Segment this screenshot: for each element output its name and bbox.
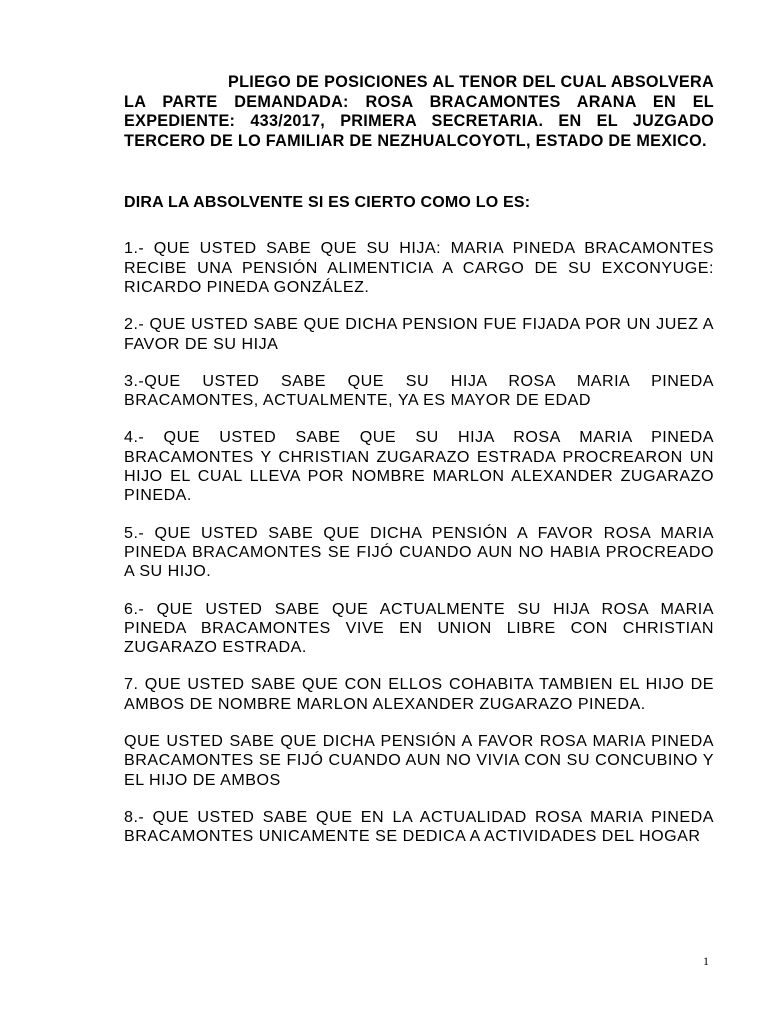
position-item-1: 1.- QUE USTED SABE QUE SU HIJA: MARIA PINEDA BRACAMONTES RECIBE UNA PENSIÓN ALIMENTICIA A CARGO DE SU EXCONYUGE: RICARDO PINEDA GONZÁLEZ.: [124, 239, 714, 296]
position-item-unnumbered: QUE USTED SABE QUE DICHA PENSIÓN A FAVOR ROSA MARIA PINEDA BRACAMONTES SE FIJÓ CUANDO AUN NO VIVIA CON SU CONCUBINO Y EL HIJO DE AMBOS: [124, 732, 714, 789]
page-number: 1: [703, 954, 709, 968]
position-item-6: 6.- QUE USTED SABE QUE ACTUALMENTE SU HIJA ROSA MARIA PINEDA BRACAMONTES VIVE EN UNION LIBRE CON CHRISTIAN ZUGARAZO ESTRADA.: [124, 599, 714, 657]
position-item-8: 8.- QUE USTED SABE QUE EN LA ACTUALIDAD ROSA MARIA PINEDA BRACAMONTES UNICAMENTE SE DEDICA A ACTIVIDADES DEL HOGAR: [124, 807, 714, 846]
document-heading: PLIEGO DE POSICIONES AL TENOR DEL CUAL ABSOLVERA LA PARTE DEMANDADA: ROSA BRACAMONTES ARANA EN EL EXPEDIENTE: 433/2017, PRIMERA SECRETARIA. EN EL JUZGADO TERCERO DE LO FAMILIAR DE NEZHUALCOYOTL, ESTADO DE MEXICO.: [124, 73, 714, 150]
positions-list: [124, 239, 714, 846]
document-intro: DIRA LA ABSOLVENTE SI ES CIERTO COMO LO ES:: [124, 194, 531, 212]
document-page: [124, 73, 714, 865]
position-item-7: 7. QUE USTED SABE QUE CON ELLOS COHABITA TAMBIEN EL HIJO DE AMBOS DE NOMBRE MARLON ALEXANDER ZUGARAZO PINEDA.: [124, 675, 714, 713]
position-item-3: 3.-QUE USTED SABE QUE SU HIJA ROSA MARIA PINEDA BRACAMONTES, ACTUALMENTE, YA ES MAYOR DE EDAD: [124, 371, 714, 410]
position-item-4: 4.- QUE USTED SABE QUE SU HIJA ROSA MARIA PINEDA BRACAMONTES Y CHRISTIAN ZUGARAZO ESTRADA PROCREARON UN HIJO EL CUAL LLEVA POR NOMBRE MARLON ALEXANDER ZUGARAZO PINEDA.: [124, 428, 714, 505]
position-item-2: 2.- QUE USTED SABE QUE DICHA PENSION FUE FIJADA POR UN JUEZ A FAVOR DE SU HIJA: [124, 315, 714, 353]
position-item-5: 5.- QUE USTED SABE QUE DICHA PENSIÓN A FAVOR ROSA MARIA PINEDA BRACAMONTES SE FIJÓ CUANDO AUN NO HABIA PROCREADO A SU HIJO.: [124, 523, 714, 581]
